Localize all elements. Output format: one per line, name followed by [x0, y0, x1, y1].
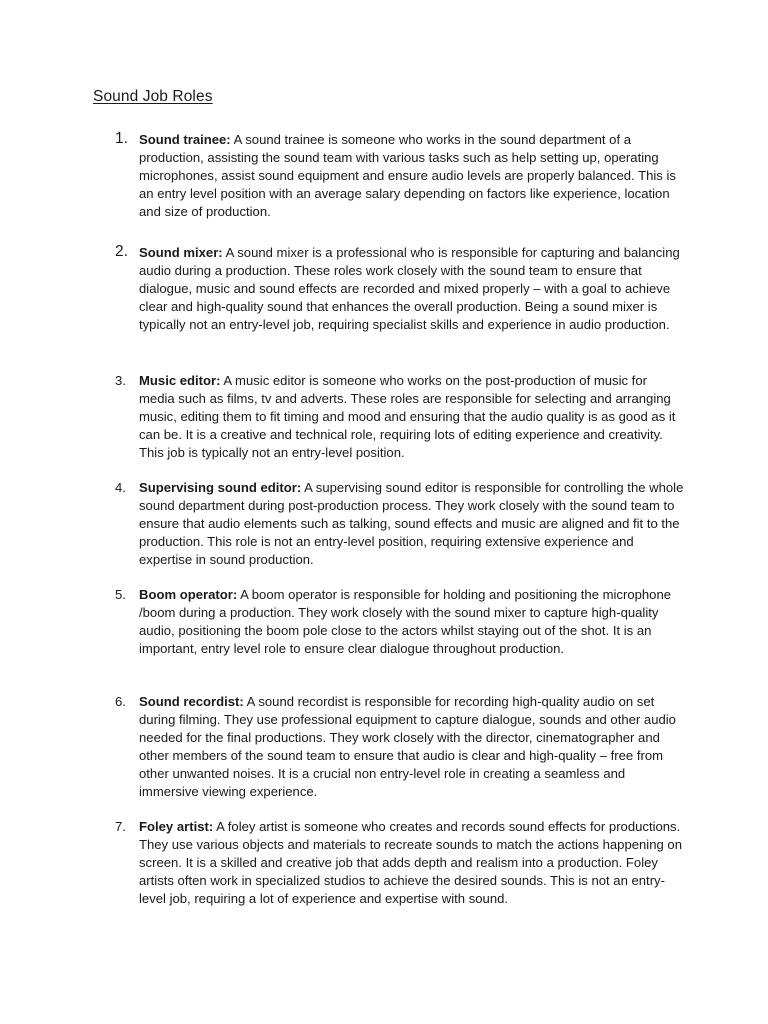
- list-number: 2.: [115, 243, 128, 260]
- role-boom-operator: [115, 586, 685, 658]
- role-title: Sound mixer:: [139, 245, 223, 260]
- role-title: Boom operator:: [139, 587, 238, 602]
- role-title: Sound trainee:: [139, 132, 231, 147]
- list-number: 5.: [115, 587, 126, 602]
- role-description: [139, 131, 685, 221]
- role-body: A supervising sound editor is responsible for controlling the whole sound department during post-production process. They work closely with the sound team to ensure that audio elements such as talking, sound effects and music are aligned and fit to the production. This role is not an entry-level position, requiring extensive experience and expertise in sound production.: [139, 480, 684, 567]
- list-number: 4.: [115, 480, 126, 495]
- role-sound-mixer: [115, 244, 685, 334]
- role-title: Supervising sound editor:: [139, 480, 302, 495]
- role-description: [139, 479, 685, 569]
- role-title: Foley artist:: [139, 819, 214, 834]
- role-foley-artist: [115, 818, 685, 908]
- role-sound-recordist: [115, 693, 685, 800]
- role-supervising-sound-editor: [115, 479, 685, 569]
- role-body: A foley artist is someone who creates and records sound effects for productions. They use various objects and materials to recreate sounds to match the actions happening on screen. It is a skilled and creative job that adds depth and realism into a production. Foley artists often work in specialized studios to achieve the desired sounds. This is not an entry-level job, requiring a lot of experience and expertise with sound.: [139, 819, 682, 906]
- list-number: 7.: [115, 819, 126, 834]
- document-title: Sound Job Roles: [93, 88, 213, 105]
- role-body: A boom operator is responsible for holding and positioning the microphone /boom during a production. They work closely with the sound mixer to capture high-quality audio, positioning the boom pole close to the actors whilst staying out of the shot. It is an important, entry level role to ensure clear dialogue throughout production.: [139, 587, 672, 656]
- role-description: [139, 586, 685, 658]
- role-body: A sound recordist is responsible for recording high-quality audio on set during filming. They use professional equipment to capture dialogue, sounds and other audio needed for the final productions. They work closely with the director, cinematographer and other members of the sound team to ensure that audio is clear and high-quality – free from other unwanted noises. It is a crucial non entry-level role in creating a seamless and immersive viewing experience.: [139, 694, 676, 799]
- role-description: [139, 372, 685, 462]
- role-description: [139, 818, 685, 908]
- role-description: [139, 244, 685, 334]
- role-body: A music editor is someone who works on the post-production of music for media such as films, tv and adverts. These roles are responsible for selecting and arranging music, editing them to fit timing and mood and ensuring that the audio quality is as good as it can be. It is a creative and technical role, requiring lots of editing experience and creativity. This job is typically not an entry-level position.: [139, 373, 676, 460]
- role-title: Sound recordist:: [139, 694, 244, 709]
- role-description: [139, 693, 685, 800]
- role-sound-trainee: [115, 131, 685, 221]
- list-number: 6.: [115, 694, 126, 709]
- list-number: 1.: [115, 130, 128, 147]
- role-body: A sound trainee is someone who works in the sound department of a production, assisting the sound team with various tasks such as help setting up, operating microphones, assist sound equipment and ensure audio levels are properly balanced. This is an entry level position with an average salary depending on factors like experience, location and size of production.: [139, 132, 676, 219]
- role-music-editor: [115, 372, 685, 462]
- list-number: 3.: [115, 373, 126, 388]
- role-title: Music editor:: [139, 373, 221, 388]
- role-body: A sound mixer is a professional who is responsible for capturing and balancing audio during a production. These roles work closely with the sound team to ensure that dialogue, music and sound effects are recorded and mixed properly – with a goal to achieve clear and high-quality sound that enhances the overall production. Being a sound mixer is typically not an entry-level job, requiring specialist skills and experience in audio production.: [139, 245, 680, 332]
